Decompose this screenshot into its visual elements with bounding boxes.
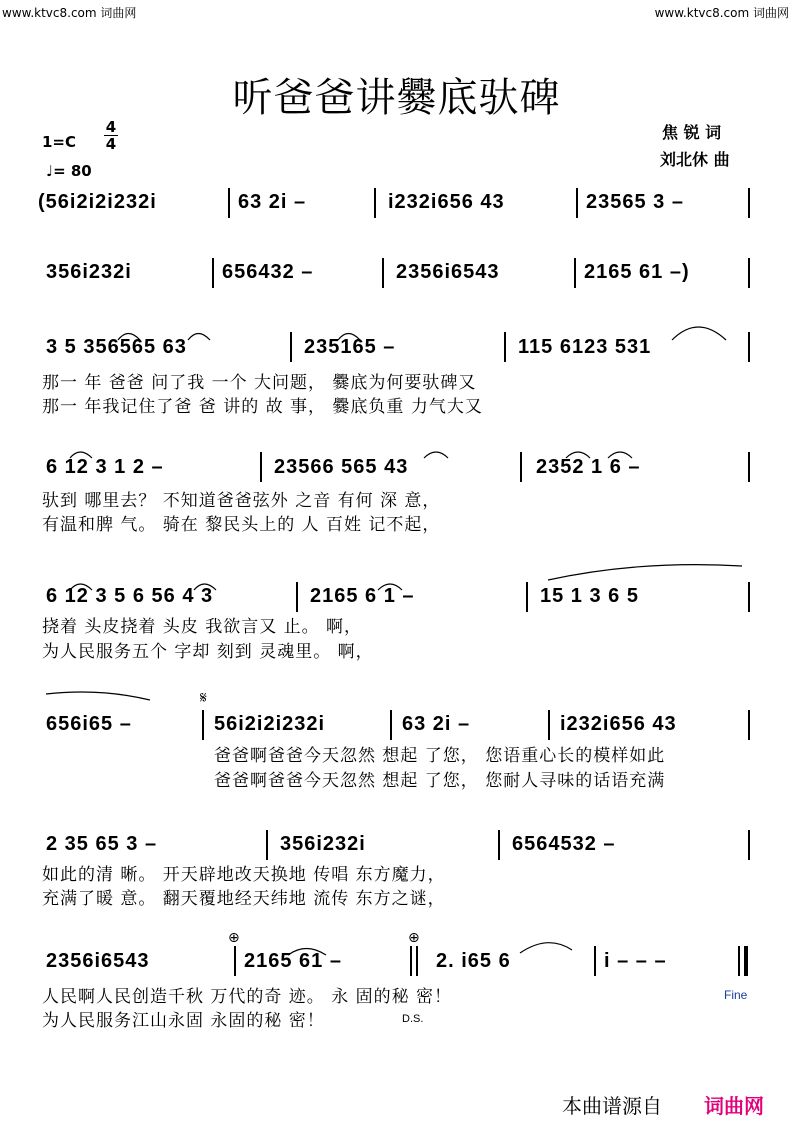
tie-arc [46, 692, 150, 700]
bar-line [498, 830, 500, 860]
bar-line [748, 830, 750, 860]
bar-line [594, 946, 596, 976]
notes-system-1-bar-1: (56i2i2i232i [38, 191, 157, 213]
slur [424, 452, 448, 458]
notes-system-8-bar-1: 2356i6543 [46, 950, 150, 972]
bar-line [266, 830, 268, 860]
notes-system-4-bar-2: 23566 565 43 [274, 456, 409, 478]
coda-icon: ⊕ [408, 930, 420, 946]
tempo-value: = 80 [53, 162, 92, 180]
time-top: 4 [105, 118, 117, 136]
repeat-bar-line [416, 946, 418, 976]
coda-icon: ⊕ [228, 930, 240, 946]
bar-line [748, 710, 750, 740]
notes-system-7-bar-3: 6564532 – [512, 833, 616, 855]
lyrics-system-8-verse-1: 人民啊人民创造千秋 万代的奇 迹。 永 固的秘 密！ [42, 987, 453, 1007]
lyrics-system-5-verse-2: 为人民服务五个 字却 刻到 灵魂里。 啊， [42, 642, 374, 662]
bar-line [390, 710, 392, 740]
tie-arc [548, 565, 742, 580]
slur [188, 334, 210, 341]
notes-system-1-bar-4: 23565 3 – [586, 191, 684, 213]
slur [672, 327, 726, 340]
bar-line [202, 710, 204, 740]
notes-system-7-bar-1: 2 35 65 3 – [46, 833, 158, 855]
notes-system-3-bar-3: 115 6123 531 [518, 336, 652, 358]
final-bar-line [744, 946, 748, 976]
notes-system-2-bar-2: 656432 – [222, 261, 314, 283]
repeat-bar-line [410, 946, 412, 976]
bar-line [574, 258, 576, 288]
notes-system-2-bar-3: 2356i6543 [396, 261, 500, 283]
notes-system-8-bar-4: i – – – [604, 950, 667, 972]
lyrics-system-6-verse-1: 爸爸啊爸爸今天忽然 想起 了您， 您语重心长的模样如此 [214, 746, 666, 766]
notes-system-6-bar-2: 56i2i2i232i [214, 713, 326, 735]
notes-system-4-bar-1: 6 12 3 1 2 – [46, 456, 164, 478]
source-label: 本曲谱源自 [562, 1094, 662, 1118]
notes-system-4-bar-3: 2352 1 6 – [536, 456, 641, 478]
bar-line [504, 332, 506, 362]
quarter-note-icon: ♩ [46, 162, 54, 180]
bar-line [748, 188, 750, 218]
notes-system-7-bar-2: 356i232i [280, 833, 366, 855]
lyricist-credit: 焦 锐 词 [662, 123, 722, 142]
page-title: 听爸爸讲爨底驮碑 [232, 75, 561, 121]
lyrics-system-7-verse-1: 如此的清 晰。 开天辟地改天换地 传唱 东方魔力， [42, 865, 446, 885]
bar-line [748, 582, 750, 612]
lyrics-system-4-verse-2: 有温和脾 气。 骑在 黎民头上的 人 百姓 记不起， [42, 515, 441, 535]
lyrics-system-8-verse-2: 为人民服务江山永固 永固的秘 密！ [42, 1011, 325, 1031]
bar-line [548, 710, 550, 740]
notes-system-3-bar-1: 3 5 356565 63 [46, 336, 187, 358]
bar-line [260, 452, 262, 482]
bar-line [748, 258, 750, 288]
lyrics-system-3-verse-1: 那一 年 爸爸 问了我 一个 大问题， 爨底为何要驮碑又 [42, 373, 477, 393]
bar-line [748, 332, 750, 362]
notes-system-1-bar-3: i232i656 43 [388, 191, 505, 213]
lyrics-system-6-verse-2: 爸爸啊爸爸今天忽然 想起 了您， 您耐人寻味的话语充满 [214, 771, 666, 791]
lyrics-system-4-verse-1: 驮到 哪里去？ 不知道爸爸弦外 之音 有何 深 意， [42, 491, 441, 511]
notes-system-3-bar-2: 235165 – [304, 336, 396, 358]
bar-line [748, 452, 750, 482]
notes-system-6-bar-1: 656i65 – [46, 713, 132, 735]
slur [520, 943, 572, 953]
bar-line [520, 452, 522, 482]
notes-system-8-bar-3: 2. i65 6 [436, 950, 511, 972]
ds-mark: D.S. [402, 1013, 424, 1025]
bar-line [296, 582, 298, 612]
notes-system-5-bar-3: 15 1 3 6 5 [540, 585, 639, 607]
bar-line [526, 582, 528, 612]
notes-system-1-bar-2: 63 2i – [238, 191, 307, 213]
lyrics-system-3-verse-2: 那一 年我记住了爸 爸 讲的 故 事， 爨底负重 力气大又 [42, 397, 483, 417]
bar-line [374, 188, 376, 218]
bar-line [212, 258, 214, 288]
notes-system-6-bar-4: i232i656 43 [560, 713, 677, 735]
source-brand-link[interactable]: 词曲网 [704, 1094, 764, 1118]
notes-system-6-bar-3: 63 2i – [402, 713, 471, 735]
segno-icon: 𝄋 [200, 688, 207, 707]
time-bottom: 4 [105, 135, 117, 153]
bar-line [228, 188, 230, 218]
composer-credit: 刘北休 曲 [660, 150, 730, 169]
bar-line [382, 258, 384, 288]
bar-line [234, 946, 236, 976]
notes-system-2-bar-4: 2165 61 –) [584, 261, 690, 283]
site-url-right[interactable]: www.ktvc8.com 词曲网 [654, 6, 789, 20]
key-signature: 1=C [42, 133, 77, 151]
lyrics-system-5-verse-1: 挠着 头皮挠着 头皮 我欲言又 止。 啊， [42, 617, 363, 637]
site-url-left[interactable]: www.ktvc8.com 词曲网 [2, 6, 137, 20]
notes-system-5-bar-2: 2165 6 1 – [310, 585, 415, 607]
notes-system-8-bar-2: 2165 61 – [244, 950, 342, 972]
fine-mark: Fine [724, 988, 748, 1002]
final-bar-line [738, 946, 740, 976]
bar-line [290, 332, 292, 362]
bar-line [576, 188, 578, 218]
notes-system-5-bar-1: 6 12 3 5 6 56 4 3 [46, 585, 214, 607]
lyrics-system-7-verse-2: 充满了暖 意。 翻天覆地经天纬地 流传 东方之谜， [42, 889, 446, 909]
notes-system-2-bar-1: 356i232i [46, 261, 132, 283]
